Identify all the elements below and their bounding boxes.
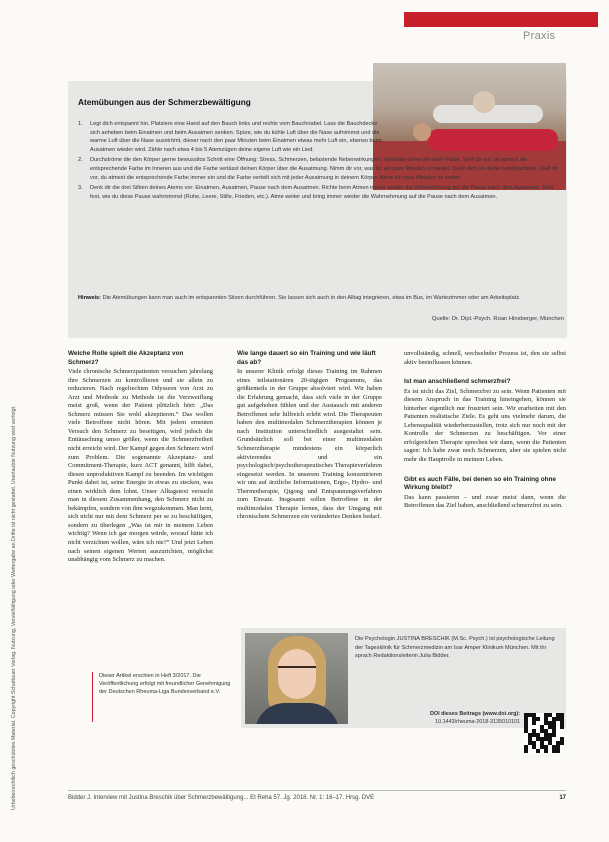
article-column-3 <box>404 350 566 515</box>
footer-rule <box>68 790 566 791</box>
answer-paragraph: In unserer Klinik erfolgt dieses Training im Rahmen eines teilstationären 20-tägigen Programms, das größtenteils in der Gruppe absolviert wird. Wir haben die Erfahrung gemacht, dass sich viele in der Gruppe gut aufgehoben fühlen und der Austausch mit anderen Betroffenen sehr hilfreich erlebt wird. Die Therapeuten haben den multimodalen Schmerztherapien können je nach Institution unterschiedlich ausgestaltet sein. Grundsätzlich soll bei einer multimodalen Schmerztherapie mindestens ein körperlich aktivierendes und ein psychologisch/psychotherapeutisches Therapieverfahren eingesetzt werden. In unserem Training konzentrieren wir uns auf ärztliche Informationen, Ergo-, Hydro- und Thermotherapie, Qigong und Entspannungsverfahren zum Einsatz. Insgesamt sollen Betroffene in der multimodalen Therapie lernen, dass der Umgang mit chronischem Schmerzen ein verändertes Denken bedarf. <box>237 368 382 521</box>
footer <box>68 795 566 801</box>
article-column-1 <box>68 350 213 569</box>
question-heading: Wie lange dauert so ein Training und wie läuft das ab? <box>237 350 376 366</box>
answer-paragraph: Es ist nicht das Ziel, Schmerzfrei zu sein. Wenn Patienten mit diesem Anspruch in das Training hineingehen, können sie hinterher eigentlich nur frustriert sein. Wir erarbeiten mit den Patienten realistische Ziele. Es geht uns vielmehr darum, die Lebensqualität wiederherzustellen, trotz sich nur noch mit der Kontrolle der Schmerzen zu beschäftigen. Vor einer erfolgreichen Therapie sprechen wir dann, wenn die Patienten sagen: Ich habe zwar noch Schmerzen, aber sie spielen nicht mehr die Hauptrolle in meinem Leben. <box>404 387 566 464</box>
doi-info <box>388 711 520 727</box>
exercise-hint: Hinweis: Die Atemübungen kann man auch im entspannten Sitzen durchführen. Sie lassen sich auch in den Alltag integrieren, etwa im Bus, im Wartezimmer oder am Arbeitsplatz. <box>78 295 521 301</box>
exercise-box-title: Atemübungen aus der Schmerzbewältigung <box>78 97 251 107</box>
exercise-source: Quelle: Dr. Dipl.-Psych. Roan Hinsberger, München <box>431 316 564 322</box>
exercise-step: 3. Denk dir die drei Silben deines Atems vor: Einatmen, Ausatmen, Pause nach dem Ausatmen. Richte beim Atmen immer wieder die Wahrnehmung auf die Pause nach dem Ausatmen. Stell fest, wie du diese Pause wahrnimmst (Ruhe, Leere, Stille, Frieden, etc.). Atme weiter und bring immer wieder die Wahrnehmung auf die Pause nach dem Ausatmen. <box>78 185 554 200</box>
exercise-step: 1. Legt dich entspannt hin. Platziere eine Hand auf den Bauch links und rechts vom Bauchnabel. Lass die Bauchdecke sich anheben beim Einatmen und beim Ausatmen senken. Spüre, wie du kühle Luft über die Nase aufnimmst und die warme Luft über die Nase ausströmt, dieser nach den paar Minuten beim Einatmen etwas mehr Luft ein, ebenso beim Ausatmen wieder wird. Zähle nach etwa 4 bis 5 Atemzügen deine eigene Luft wie ein Lied. <box>78 121 382 153</box>
question-heading: Welche Rolle spielt die Akzeptanz von Schmerz? <box>68 350 184 366</box>
author-bio: Die Psychologin JUSTINA BRESCHIK (M.Sc. Psych.) ist psychologische Leitung der Tagesklinik für Schmerzmedizin am Isar Amper Klinikum München. Mit ihr sprach Redaktionsleiterin Julia Bidder. <box>355 636 555 660</box>
footer-citation: Bidder J. Interview mit Justina Breschik über Schmerzbewältigung... Et Reha 57. Jg. 2018. Nr. 1: 16–17. Hrsg. DVE <box>68 795 375 801</box>
answer-paragraph: Viele chronische Schmerzpatienten versuchen jahrelang ihre Schmerzen zu kontrollieren und sie allein zu reduzieren. Nach regelrechten Odysseen von Arzt zu Arzt und Methode zu Methode ist die Verzweiflung meist groß, wenn der Patient plötzlich hört: „Das Schmerz müssen Sie wohl akzeptieren.“ Das wollen viele Betroffene nicht hören. Mit jedem erneuten Versuch den Schmerz zu beseitigen, wird jedoch die Enttäuschung umso größer, wenn die Schmerzfreiheit nicht erreicht wird. Der Kampf gegen den Schmerz wird zum Problem. Die sogenannte Akzeptanz- und Commitment-Therapie, kurz ACT genannt, hilft dabei, diesen unproduktiven Kampf zu beenden. Im wichtigen Punkt dabei ist, seine Energie in etwas zu stecken, was einen wirklich dem lohnt. Unser Alltagstext versucht man in diesem Zusammenhang, den Schmerz nicht zu bekämpfen, sondern von ihm wegzukommen. Man lernt, sich nicht nur mit dem Schmerz per se zu beschäftigen, sondern zu überlegen „Was ist mir in meinem Leben wichtig? Wenn ich gar morgen würde, worauf hätte ich nicht verzichten wollen, wäre ich nie?“ Und jetzt Leben nach seinen eigenen Werten auszurichten, möglichst unabhängig vom Schmerz zu machen. <box>68 368 213 564</box>
copyright-side-note: Urheberrechtlich geschütztes Material. Copyright Schattauer Verlag. Nutzung, Vervielfältigung oder Weitergabe an Dritte ist nicht gestattet. Unerlaubte Nutzung wird verfolgt. <box>11 405 17 810</box>
article-column-2 <box>237 350 382 526</box>
qr-code <box>524 713 564 753</box>
doi-label: DOI dieses Beitrags (www.doi.org): <box>430 711 520 717</box>
answer-paragraph: unvollständig, schnell, wechselnder Prozess ist, den sie selbst aktiv beeinflussen können. <box>404 350 566 366</box>
page-number: 17 <box>559 795 566 801</box>
author-portrait <box>245 633 348 724</box>
publication-info: Dieser Artikel erschien in Heft 3/2017. Die Veröffentlichung erfolgt mit freundlicher Genehmigung der Deutschen Rheuma-Liga Bundesverband e.V. <box>92 672 231 722</box>
answer-paragraph: Das kann passieren – und zwar meist dann, wenn die Betroffenen das Ziel haben, anschließend schmerzfrei zu sein. <box>404 493 566 510</box>
question-heading: Ist man anschließend schmerzfrei? <box>404 378 511 386</box>
exercise-steps <box>78 120 560 203</box>
doi-value: 10.1443/rheuma-2018-3135010101 <box>435 718 520 725</box>
header-red-bar <box>404 12 598 27</box>
question-heading: Gibt es auch Fälle, bei denen so ein Training ohne Wirkung bleibt? <box>404 475 556 492</box>
section-label: Praxis <box>523 30 556 42</box>
exercise-step: 2. Durchströme die den Körper gerne bewusstlos Schritt eine Öffnung: Stress, Schmerzen, belastende Nebenwirkungen. Verbinde diese mit einer Farbe. Stell dir vor, du atmest die entsprechende Farbe im Inneren aus und die Farbe verlässt deinen Körper über die Ausatmung. Nimm dir vor, was für ein paar Minuten so weiter. Denk dich an deine Lieblingsfarbe. Stell dir vor, du atmest die entsprechende Farbe immer ein und die Farbe verteilt sich mit jeder Ausatmung in deinem Körper. Atme ein paar Minuten so weiter. <box>78 157 559 181</box>
